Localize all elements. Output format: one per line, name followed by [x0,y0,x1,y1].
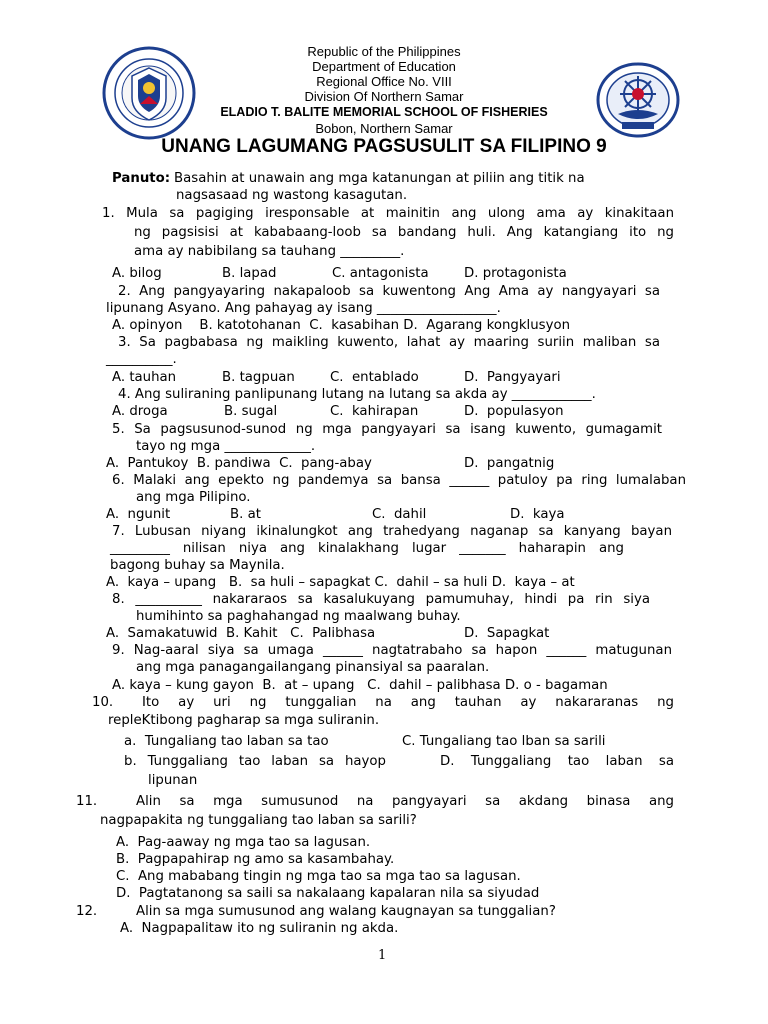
header-regional-office: Regional Office No. VIII [316,74,452,89]
q9-line-2: ang mga panagangailangang pinansiyal sa paaralan. [136,660,490,675]
q4-option-b: B. sugal [224,404,278,419]
q11-option-a: A. Pag-aaway ng mga tao sa lagusan. [116,835,371,850]
q12-line-1: Alin sa mga sumusunod ang walang kaugnayan sa tunggalian? [136,904,556,919]
q12-number: 12. [76,904,98,919]
q6-line-1: 6. Malaki ang epekto ng pandemya sa bansa ______ patuloy pa ring lumalaban [112,473,686,488]
q4-option-c: C. kahirapan [330,404,419,419]
q11-line-1: Alin sa mga sumusunod na pangyayari sa akdang binasa ang [136,794,674,809]
q3-option-a: A. tauhan [112,370,177,385]
q1-option-d: D. protagonista [464,266,567,281]
q1-line-1: 1. Mula sa pagiging iresponsable at mainitin ang ulong ama ay kinakitaan [102,206,674,221]
q1-option-a: A. bilog [112,266,162,281]
q5-line-1: 5. Sa pagsusunod-sunod ng mga pangyayari sa isang kuwento, gumagamit [112,422,662,437]
q5-options-abc: A. Pantukoy B. pandiwa C. pang-abay [106,456,372,471]
q11-line-2: nagpapakita ng tunggaliang tao laban sa sarili? [100,813,417,828]
q9-options: A. kaya – kung gayon B. at – upang C. dahil – palibhasa D. o - bagaman [112,678,608,693]
q10-line-2: repleKtibong pagharap sa mga suliranin. [108,713,380,728]
q7-options: A. kaya – upang B. sa huli – sapagkat C. dahil – sa huli D. kaya – at [106,575,575,590]
header-division: Division Of Northern Samar [304,89,464,104]
q8-options-abc: A. Samakatuwid B. Kahit C. Palibhasa [106,626,376,641]
exam-title: UNANG LAGUMANG PAGSUSULIT SA FILIPINO 9 [161,136,607,157]
q7-line-2: _________ nilisan niya ang kinalakhang lugar _______ haharapin ang [110,541,624,556]
q8-line-1: 8. __________ nakararaos sa kasalukuyang pamumuhay, hindi pa rin siya [112,592,650,607]
q7-line-1: 7. Lubusan niyang ikinalungkot ang trahedyang naganap sa kanyang bayan [112,524,672,539]
q2-line-2: lipunang Asyano. Ang pahayag ay isang __________________. [106,301,501,316]
q1-line-2: ng pagsisisi at kababaang-loob sa bandang huli. Ang katangiang ito ng [134,225,674,240]
q6-option-a: A. ngunit [106,507,171,522]
q10-number: 10. [92,695,114,710]
q10-line-1: Ito ay uri ng tunggalian na ang tauhan ay nakararanas ng [142,695,674,710]
header-location: Bobon, Northern Samar [315,121,453,136]
q10-option-a: a. Tungaliang tao laban sa tao [124,734,329,749]
q5-line-2: tayo ng mga _____________. [136,439,316,454]
q11-option-d: D. Pagtatanong sa saili sa nakalaang kapalaran nila sa siyudad [116,886,540,901]
q6-option-d: D. kaya [510,507,565,522]
q6-line-2: ang mga Pilipino. [136,490,251,505]
q7-line-3: bagong buhay sa Maynila. [110,558,285,573]
instructions-label: Panuto: [112,171,171,186]
q11-number: 11. [76,794,98,809]
q4-option-a: A. droga [112,404,168,419]
q10-option-d: D. Tunggaliang tao laban sa [440,754,674,769]
q5-option-d: D. pangatnig [464,456,555,471]
q3-option-d: D. Pangyayari [464,370,561,385]
header-department: Department of Education [312,59,456,74]
q3-option-b: B. tagpuan [222,370,295,385]
q2-line-1: 2. Ang pangyayaring nakapaloob sa kuwentong Ang Ama ay nangyayari sa [118,284,660,299]
q10-option-d-cont: lipunan [148,773,198,788]
q1-option-c: C. antagonista [332,266,429,281]
q2-options: A. opinyon B. katotohanan C. kasabihan D. Agarang kongklusyon [112,318,571,333]
q11-option-b: B. Pagpapahirap ng amo sa kasambahay. [116,852,395,867]
header-republic: Republic of the Philippines [307,44,461,59]
q9-line-1: 9. Nag-aaral siya sa umaga ______ nagtatrabaho sa hapon ______ matugunan [112,643,672,658]
q1-line-3: ama ay nabibilang sa tauhang _________. [134,244,405,259]
q8-option-d: D. Sapagkat [464,626,550,641]
page-number: 1 [378,948,387,963]
q3-option-c: C. entablado [330,370,419,385]
header-school-name: ELADIO T. BALITE MEMORIAL SCHOOL OF FISHERIES [220,105,548,119]
q3-line-1: 3. Sa pagbabasa ng maikling kuwento, lahat ay maaring suriin maliban sa [118,335,660,350]
q8-line-2: humihinto sa paghahangad ng maalwang buhay. [136,609,461,624]
q10-option-c: C. Tungaliang tao lban sa sarili [402,734,606,749]
q6-option-b: B. at [230,507,261,522]
q10-option-b: b. Tunggaliang tao laban sa hayop [124,754,386,769]
q3-line-2: __________. [106,352,177,367]
q4-line-1: 4. Ang suliraning panlipunang lutang na lutang sa akda ay ____________. [118,387,596,402]
q4-option-d: D. populasyon [464,404,564,419]
instructions-line-2: nagsasaad ng wastong kasagutan. [176,188,408,203]
q12-option-a: A. Nagpapalitaw ito ng suliranin ng akda. [120,921,399,936]
q11-option-c: C. Ang mababang tingin ng mga tao sa mga tao sa lagusan. [116,869,521,884]
instructions-line-1: Basahin at unawain ang mga katanungan at piliin ang titik na [174,171,585,186]
q1-option-b: B. lapad [222,266,277,281]
q6-option-c: C. dahil [372,507,427,522]
